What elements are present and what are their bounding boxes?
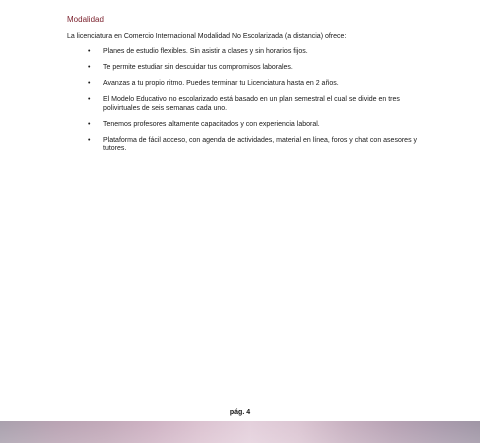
bullet-icon: • (88, 96, 91, 103)
footer-decorative-band (0, 421, 480, 443)
list-item (88, 137, 433, 154)
list-item-text: Te permite estudiar sin descuidar tus compromisos laborales. (103, 64, 293, 71)
bullet-icon: • (88, 120, 91, 128)
section-title: Modalidad (67, 15, 104, 24)
intro-paragraph: La licenciatura en Comercio Internacional Modalidad No Escolarizada (a distancia) ofrece: (67, 33, 347, 40)
benefits-list (88, 48, 433, 161)
page-number: pág. 4 (229, 409, 251, 416)
list-item (88, 121, 433, 130)
bullet-icon: • (88, 136, 91, 144)
list-item (88, 80, 433, 89)
list-item-text: El Modelo Educativo no escolarizado está basado en un plan semestral el cual se divide en tres polivirtuales de seis semanas cada uno. (103, 96, 400, 112)
list-item-text: Tenemos profesores altamente capacitados y con experiencia laboral. (103, 120, 320, 128)
list-item (88, 48, 433, 57)
list-item-text: Plataforma de fácil acceso, con agenda de actividades, material en línea, foros y chat con asesores y tutores. (103, 136, 418, 152)
list-item (88, 64, 433, 73)
bullet-icon: • (88, 80, 91, 87)
bullet-icon: • (88, 48, 91, 55)
list-item-text: Avanzas a tu propio ritmo. Puedes terminar tu Licenciatura hasta en 2 años. (103, 80, 339, 87)
list-item (88, 96, 433, 113)
bullet-icon: • (88, 64, 91, 71)
list-item-text: Planes de estudio flexibles. Sin asistir a clases y sin horarios fijos. (103, 48, 308, 55)
